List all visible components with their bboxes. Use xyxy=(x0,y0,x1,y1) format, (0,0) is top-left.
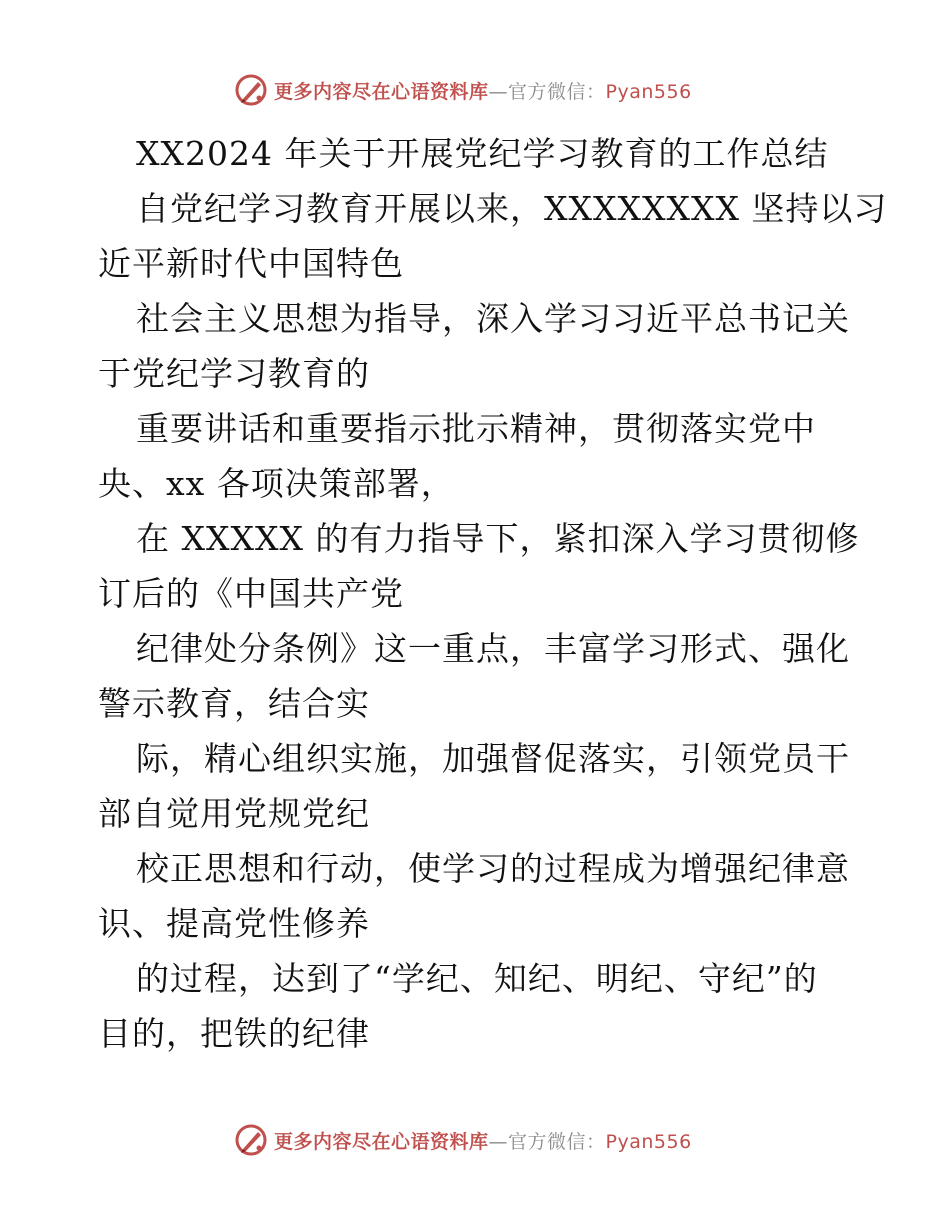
pen-logo-icon xyxy=(234,73,268,107)
header-banner xyxy=(234,72,692,108)
document-line: 于党纪学习教育的 xyxy=(98,354,370,393)
banner-wechat-id: Pyan556 xyxy=(605,1130,692,1153)
banner-sub-text: 官方微信： xyxy=(508,80,606,103)
banner-sub-text: 官方微信： xyxy=(508,1130,606,1153)
banner-wechat-id: Pyan556 xyxy=(605,80,692,103)
banner-separator: — xyxy=(488,80,509,103)
document-line: 际，精心组织实施，加强督促落实，引领党员干 xyxy=(136,739,850,778)
document-line: 在 XXXXX 的有力指导下，紧扣深入学习贯彻修 xyxy=(136,519,860,558)
document-line: 央、xx 各项决策部署， xyxy=(98,464,455,503)
document-line: 识、提高党性修养 xyxy=(98,904,370,943)
document-line: 警示教育，结合实 xyxy=(98,684,370,723)
document-title: XX2024 年关于开展党纪学习教育的工作总结 xyxy=(136,134,829,173)
footer-banner xyxy=(234,1122,692,1158)
document-line: 部自觉用党规党纪 xyxy=(98,794,370,833)
document-line: 近平新时代中国特色 xyxy=(98,244,404,283)
document-line: 订后的《中国共产党 xyxy=(98,574,404,613)
banner-main-text: 更多内容尽在心语资料库 xyxy=(274,1130,489,1153)
document-line: 的过程，达到了“学纪、知纪、明纪、守纪”的 xyxy=(136,959,818,998)
document-body xyxy=(98,126,888,1061)
banner-separator: — xyxy=(488,1130,509,1153)
document-line: 自党纪学习教育开展以来，XXXXXXXX 坚持以习 xyxy=(136,189,888,228)
document-line: 校正思想和行动，使学习的过程成为增强纪律意 xyxy=(136,849,850,888)
document-line: 重要讲话和重要指示批示精神，贯彻落实党中 xyxy=(136,409,816,448)
document-line: 社会主义思想为指导，深入学习习近平总书记关 xyxy=(136,299,850,338)
banner-main-text: 更多内容尽在心语资料库 xyxy=(274,80,489,103)
pen-logo-icon xyxy=(234,1123,268,1157)
document-line: 纪律处分条例》这一重点，丰富学习形式、强化 xyxy=(136,629,850,668)
document-line: 目的，把铁的纪律 xyxy=(98,1014,370,1053)
